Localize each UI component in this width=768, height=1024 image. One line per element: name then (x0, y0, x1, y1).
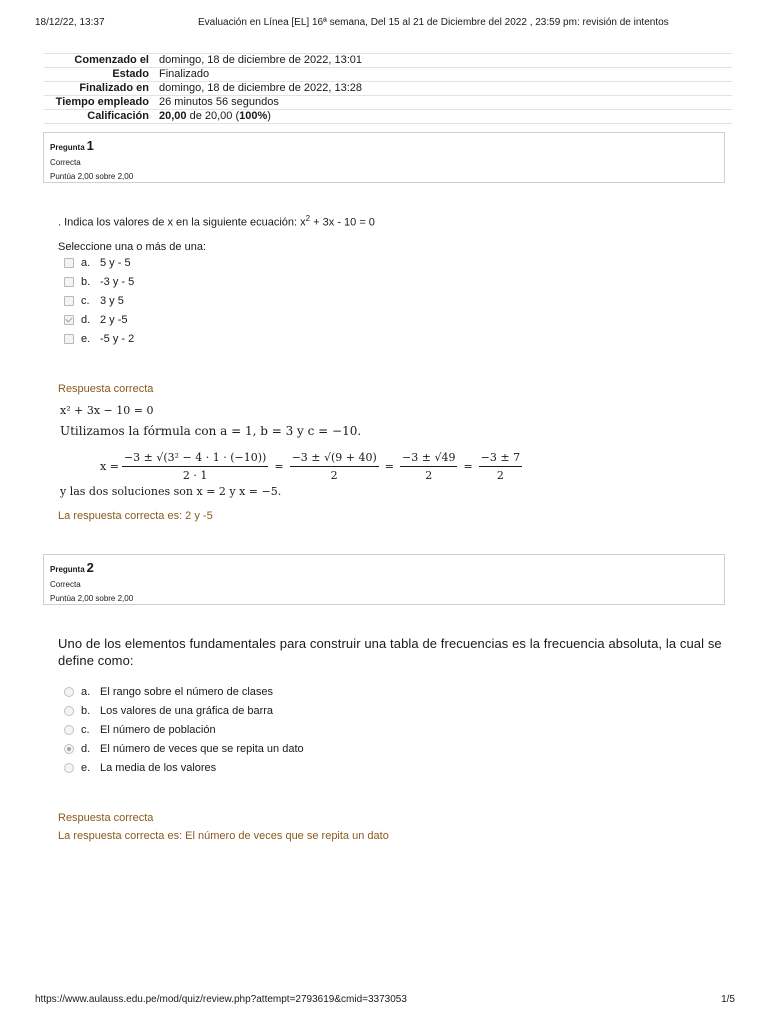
checkbox-checked[interactable] (64, 315, 74, 325)
question-1-options (64, 253, 134, 348)
option-text: -3 y - 5 (100, 275, 135, 288)
formula-fraction-3 (400, 451, 457, 482)
question-number: 1 (86, 138, 94, 153)
q1-text-exponent: 2 (305, 214, 311, 223)
radio[interactable] (64, 763, 74, 773)
summary-label: Finalizado en (79, 82, 149, 94)
summary-value: Finalizado (159, 68, 210, 80)
option-d[interactable] (64, 739, 304, 758)
option-letter: a. (81, 256, 91, 269)
option-letter: e. (81, 332, 91, 345)
option-letter: d. (81, 313, 91, 326)
checkbox[interactable] (64, 296, 74, 306)
question-2-options (64, 682, 304, 777)
option-letter: b. (81, 704, 91, 717)
summary-row-grade (44, 110, 732, 124)
fraction-numerator: −3 ± √49 (400, 451, 457, 467)
option-letter: c. (81, 723, 90, 736)
option-d[interactable] (64, 310, 134, 329)
question-2-text: Uno de los elementos fundamentales para construir una tabla de frecuencias es la frecuencia absoluta, la cual se define como: (58, 636, 722, 668)
question-label: Pregunta (50, 143, 85, 152)
option-letter: b. (81, 275, 91, 288)
summary-row-finished (44, 82, 732, 96)
formula-fraction-2 (290, 451, 379, 482)
fraction-denominator: 2 (330, 469, 338, 482)
option-letter: a. (81, 685, 91, 698)
summary-row-state (44, 68, 732, 82)
summary-row-time (44, 96, 732, 110)
checkbox[interactable] (64, 277, 74, 287)
option-c[interactable] (64, 720, 304, 739)
q1-feedback-title: Respuesta correcta (58, 383, 154, 395)
fraction-numerator: −3 ± √(3² − 4 · 1 · (−10)) (122, 451, 268, 467)
summary-label: Tiempo empleado (55, 96, 149, 108)
grade-percent: 100% (239, 110, 268, 122)
question-number: 2 (86, 560, 94, 575)
option-letter: d. (81, 742, 91, 755)
q2-feedback-title: Respuesta correcta (58, 812, 154, 824)
q1-explanation-line: Utilizamos la fórmula con a = 1, b = 3 y c = −10. (60, 424, 362, 438)
option-letter: e. (81, 761, 91, 774)
option-letter: c. (81, 294, 90, 307)
formula-lhs: x = (100, 460, 119, 473)
option-b[interactable] (64, 701, 304, 720)
checkbox[interactable] (64, 334, 74, 344)
q1-correct-answer: La respuesta correcta es: 2 y -5 (58, 510, 213, 522)
fraction-numerator: −3 ± √(9 + 40) (290, 451, 379, 467)
equals-sign: = (384, 460, 395, 473)
print-page-title: Evaluación en Línea [EL] 16ª semana, Del 15 al 21 de Diciembre del 2022 , 23:59 pm: revisión de intentos (198, 17, 669, 28)
question-label: Pregunta (50, 565, 85, 574)
question-status: Correcta (50, 158, 81, 167)
option-a[interactable] (64, 682, 304, 701)
print-url: https://www.aulauss.edu.pe/mod/quiz/review.php?attempt=2793619&cmid=3373053 (35, 994, 407, 1005)
grade-of: de 20,00 ( (189, 110, 240, 122)
question-1-text (58, 214, 375, 229)
q1-explanation-equation: x² + 3x − 10 = 0 (60, 404, 154, 417)
option-text: -5 y - 2 (100, 332, 135, 345)
option-text: 2 y -5 (100, 313, 128, 326)
question-1-info (43, 132, 725, 183)
option-a[interactable] (64, 253, 134, 272)
option-text: El número de población (100, 723, 216, 736)
summary-value: domingo, 18 de diciembre de 2022, 13:01 (159, 54, 363, 66)
radio[interactable] (64, 725, 74, 735)
summary-label: Comenzado el (74, 54, 149, 66)
equals-sign: = (463, 460, 473, 473)
option-text: 3 y 5 (100, 294, 124, 307)
q2-correct-answer: La respuesta correcta es: El número de veces que se repita un dato (58, 830, 389, 842)
option-text: El rango sobre el número de clases (100, 685, 274, 698)
question-marks: Puntúa 2,00 sobre 2,00 (50, 594, 134, 603)
print-date: 18/12/22, 13:37 (35, 17, 105, 28)
radio-checked[interactable] (64, 744, 74, 754)
option-b[interactable] (64, 272, 134, 291)
summary-value: domingo, 18 de diciembre de 2022, 13:28 (159, 82, 363, 94)
option-text: El número de veces que se repita un dato (100, 742, 304, 755)
grade-value (159, 110, 732, 123)
grade-score: 20,00 (159, 110, 187, 122)
option-e[interactable] (64, 329, 134, 348)
option-text: Los valores de una gráfica de barra (100, 704, 274, 717)
summary-label: Calificación (87, 110, 149, 122)
checkbox[interactable] (64, 258, 74, 268)
formula-fraction-4 (479, 451, 522, 482)
option-text: La media de los valores (100, 761, 217, 774)
fraction-denominator: 2 · 1 (182, 469, 208, 482)
print-page-number: 1/5 (721, 994, 735, 1005)
summary-label: Estado (112, 68, 149, 80)
quadratic-formula (100, 451, 525, 482)
q1-text-prefix: . Indica los valores de x en la siguiente ecuación: x (58, 216, 306, 229)
grade-close: ) (267, 110, 271, 122)
summary-row-started (44, 54, 732, 68)
fraction-denominator: 2 (425, 469, 433, 482)
question-1-prompt: Seleccione una o más de una: (58, 241, 206, 253)
fraction-denominator: 2 (496, 469, 504, 482)
option-c[interactable] (64, 291, 134, 310)
q1-text-suffix: + 3x - 10 = 0 (310, 216, 375, 229)
equals-sign: = (274, 460, 284, 473)
q1-solutions: y las dos soluciones son x = 2 y x = −5. (60, 485, 282, 498)
formula-fraction-1 (122, 451, 268, 482)
radio[interactable] (64, 706, 74, 716)
question-2-info (43, 554, 725, 605)
summary-value: 26 minutos 56 segundos (159, 96, 279, 108)
option-e[interactable] (64, 758, 304, 777)
fraction-numerator: −3 ± 7 (479, 451, 522, 467)
option-text: 5 y - 5 (100, 256, 131, 269)
question-status: Correcta (50, 580, 81, 589)
radio[interactable] (64, 687, 74, 697)
question-marks: Puntúa 2,00 sobre 2,00 (50, 172, 134, 181)
attempt-summary-table (44, 53, 732, 124)
